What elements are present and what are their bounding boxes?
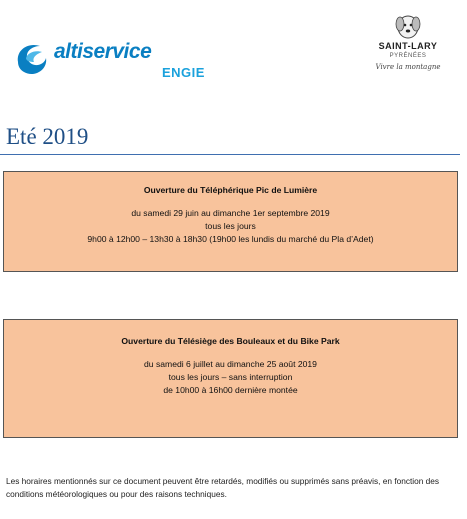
page-title: Eté 2019 (6, 124, 89, 149)
dog-logo-icon (392, 12, 424, 40)
days-line: tous les jours (205, 221, 256, 231)
brand-name: altiservice (54, 40, 152, 63)
brand-sub: ENGIE (162, 65, 205, 80)
partner-region: PYRÉNÉES (389, 53, 427, 59)
chairlift-schedule-box (3, 319, 458, 438)
date-range: du samedi 29 juin au dimanche 1er septembre 2019 (131, 208, 330, 218)
partner-name: SAINT-LARY (378, 41, 438, 51)
footer-disclaimer: Les horaires mentionnés sur ce document peuvent être retardés, modifiés ou supprimés sans préavis, en fonction des conditions météorologiques ou pour des raisons techniques. (6, 476, 440, 499)
hours-line: de 10h00 à 16h00 dernière montée (163, 385, 298, 395)
days-line: tous les jours – sans interruption (168, 372, 293, 382)
box-heading: Ouverture du Téléphérique Pic de Lumière (143, 185, 318, 195)
altiservice-engie-logo (14, 38, 204, 88)
hours-line: 9h00 à 12h00 – 13h30 à 18h30 (19h00 les lundis du marché du Pla d’Adet) (87, 234, 374, 244)
box-heading: Ouverture du Télésiège des Bouleaux et du Bike Park (121, 336, 340, 346)
saint-lary-logo (372, 12, 444, 80)
swoosh-logo-icon (14, 38, 50, 78)
date-range: du samedi 6 juillet au dimanche 25 août 2019 (144, 359, 317, 369)
partner-tagline: Vivre la montagne (375, 63, 441, 71)
cable-car-schedule-box (3, 171, 458, 272)
title-divider (0, 154, 460, 155)
